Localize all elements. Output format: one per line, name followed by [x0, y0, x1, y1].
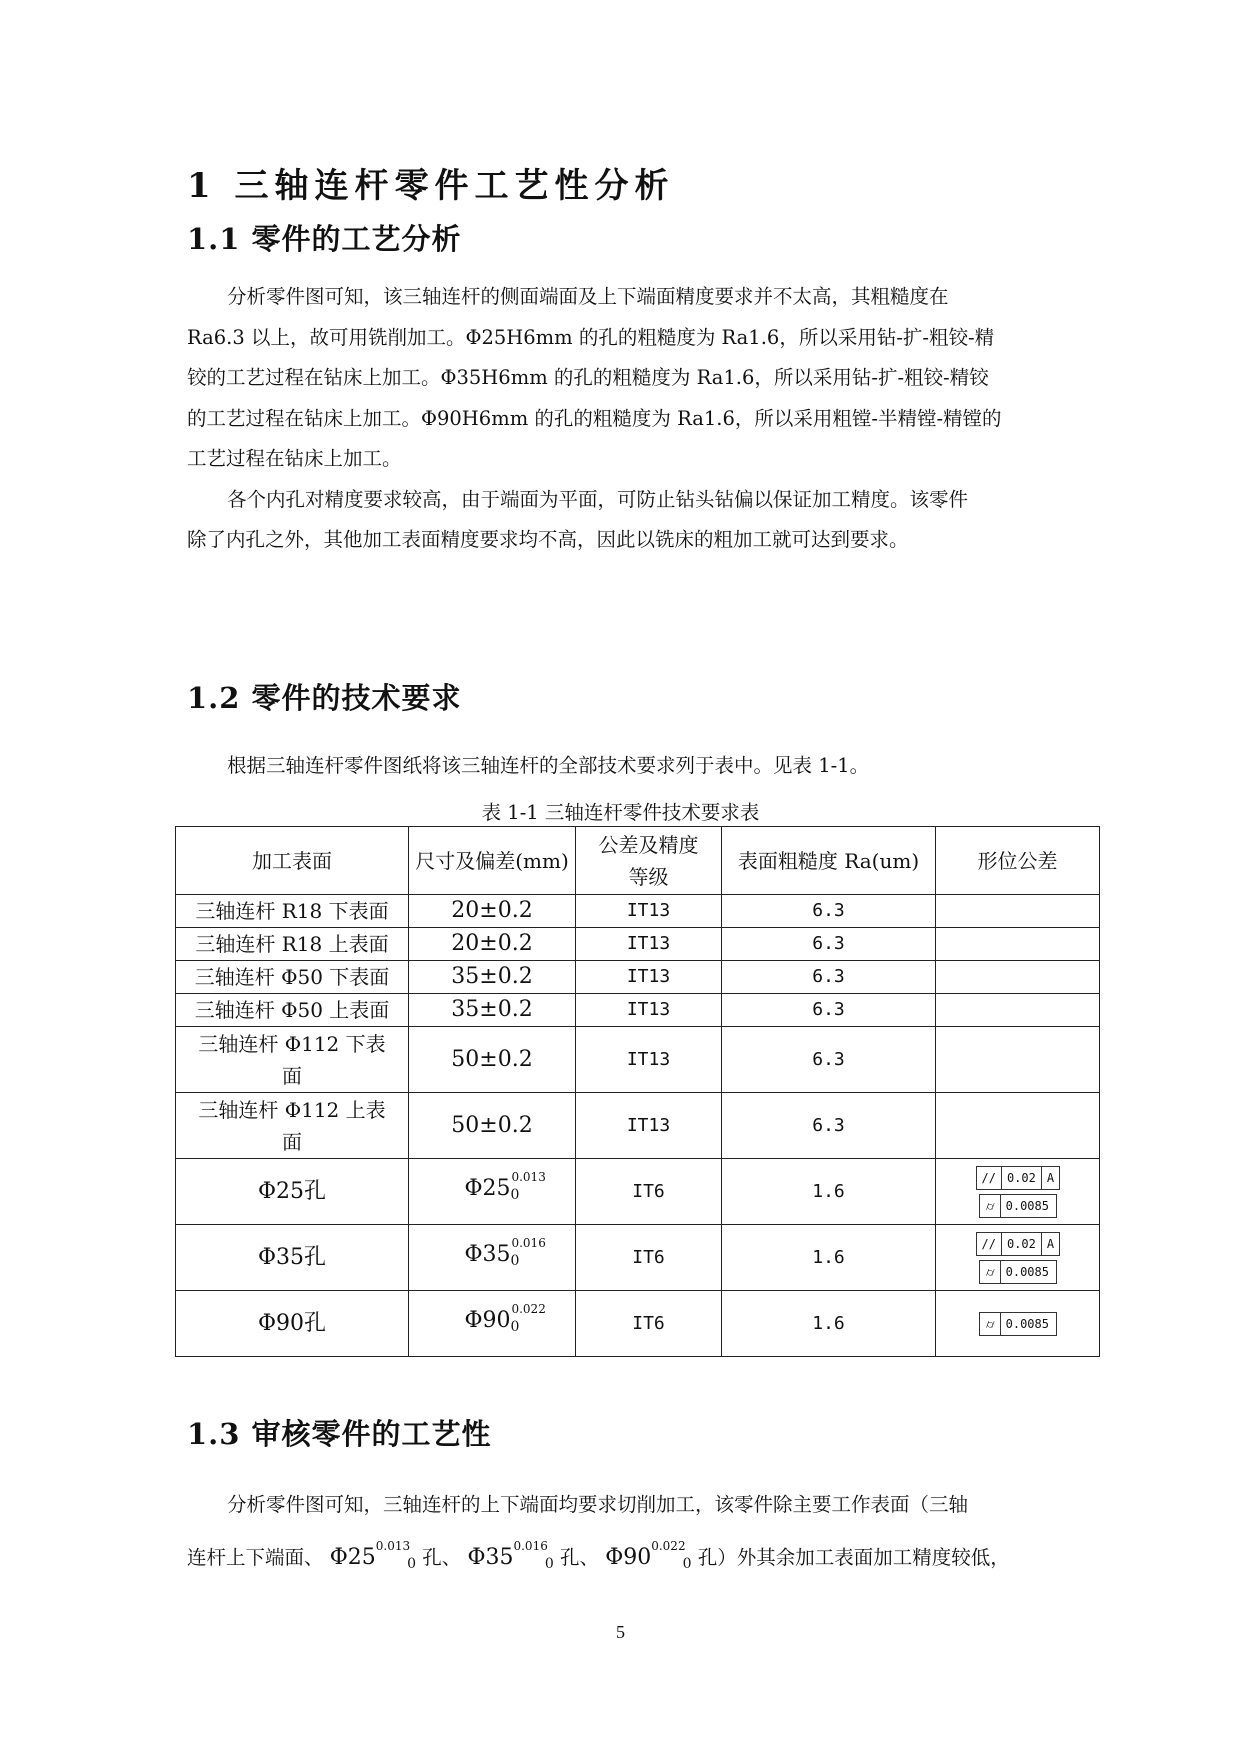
size-cell	[409, 1225, 576, 1291]
tolerance-value: $\Phi 90_0$ 0.022	[464, 1302, 546, 1335]
cylindricity-icon: ⌭	[981, 1195, 1001, 1217]
tech-requirements-table	[175, 826, 1100, 1357]
chapter-title: 1 三轴连杆零件工艺性分析	[187, 166, 675, 206]
table-row	[176, 1027, 1100, 1093]
table-row	[176, 994, 1100, 1027]
surface-cell: 三轴连杆 R18 下表面	[176, 895, 409, 928]
gdt-cell	[936, 961, 1100, 994]
header-cell: 加工表面	[176, 827, 409, 895]
table-row	[176, 1159, 1100, 1225]
gdt-value: 0.02	[1002, 1233, 1042, 1255]
table-caption: 表 1-1 三轴连杆零件技术要求表	[481, 801, 760, 824]
ra-cell: 1.6	[722, 1159, 936, 1225]
section-1-3-body	[187, 1485, 1057, 1584]
gdt-cell	[936, 1159, 1100, 1225]
para-line: 除了内孔之外，其他加工表面精度要求均不高，因此以铣床的粗加工就可达到要求。	[187, 528, 909, 551]
surface-cell: Φ35孔	[176, 1225, 409, 1291]
ra-cell: 6.3	[722, 1027, 936, 1093]
gdt-cell	[936, 895, 1100, 928]
surface-cell: 三轴连杆 Φ50 上表面	[176, 994, 409, 1027]
ra-cell: 6.3	[722, 1093, 936, 1159]
inline-tolerance: $\Phi 35^{0.016}_0$	[467, 1538, 554, 1572]
para-line-inline: 连杆上下端面、 $\Phi 25^{0.013}_0$ 孔、 $\Phi 35^{0.016}_0$ 孔、 $\Phi 90^{0.022}_0$ 孔）外其余加工表面加工精度较低，	[187, 1538, 1010, 1572]
inline-tolerance: $\Phi 90^{0.022}_0$	[605, 1538, 692, 1572]
gdt-cell	[936, 928, 1100, 961]
parallelism-icon: //	[977, 1233, 1002, 1255]
section-title-1-3: 1.3 审核零件的工艺性	[187, 1417, 492, 1451]
table-row	[176, 895, 1100, 928]
para-line: 各个内孔对精度要求较高，由于端面为平面，可防止钻头钻偏以保证加工精度。该零件	[227, 487, 969, 511]
surface-cell: Φ25孔	[176, 1159, 409, 1225]
cylindricity-icon: ⌭	[981, 1261, 1001, 1283]
gdt-value: 0.0085	[1005, 1264, 1049, 1279]
grade-cell: IT13	[576, 928, 722, 961]
para-line: Ra6.3 以上，故可用铣削加工。Φ25H6mm 的孔的粗糙度为 Ra1.6，所以采用钻-扩-粗铰-精	[187, 325, 995, 349]
cylindricity-frame	[979, 1312, 1057, 1336]
gdt-cell	[936, 1291, 1100, 1357]
ra-cell: 6.3	[722, 928, 936, 961]
gdt-value: 0.0085	[1005, 1316, 1049, 1331]
ra-cell: 1.6	[722, 1291, 936, 1357]
cylindricity-icon: ⌭	[981, 1313, 1001, 1335]
para-line: 根据三轴连杆零件图纸将该三轴连杆的全部技术要求列于表中。见表 1-1。	[227, 754, 870, 777]
ra-cell: 6.3	[722, 961, 936, 994]
size-cell: 50±0.2	[409, 1027, 576, 1093]
gdt-cell	[936, 1225, 1100, 1291]
grade-cell: IT6	[576, 1291, 722, 1357]
table-row	[176, 1291, 1100, 1357]
gdt-value: 0.02	[1002, 1167, 1042, 1189]
tolerance-value: $\Phi 25_0$ 0.013	[464, 1170, 546, 1203]
para-line: 分析零件图可知，该三轴连杆的侧面端面及上下端面精度要求并不太高，其粗糙度在	[227, 285, 949, 308]
size-cell	[409, 1291, 576, 1357]
surface-cell: 三轴连杆 R18 上表面	[176, 928, 409, 961]
section-title-1-2: 1.2 零件的技术要求	[187, 681, 462, 715]
parallelism-frame	[976, 1166, 1060, 1190]
inline-tolerance: $\Phi 25^{0.013}_0$	[329, 1538, 417, 1572]
header-cell: 表面粗糙度 Ra(um)	[722, 827, 936, 895]
surface-cell: 三轴连杆 Φ50 下表面	[176, 961, 409, 994]
para-line: 工艺过程在钻床上加工。	[187, 447, 402, 470]
grade-cell: IT13	[576, 1093, 722, 1159]
surface-cell: Φ90孔	[176, 1291, 409, 1357]
header-cell: 公差及精度等级	[576, 827, 722, 895]
grade-cell: IT13	[576, 961, 722, 994]
table-row	[176, 928, 1100, 961]
gdt-datum: A	[1046, 1170, 1055, 1185]
ra-cell: 6.3	[722, 895, 936, 928]
surface-cell: 三轴连杆 Φ112 上表面	[176, 1093, 409, 1159]
section-1-1-body	[187, 277, 1057, 561]
para-line: 分析零件图可知，三轴连杆的上下端面均要求切削加工，该零件除主要工作表面（三轴	[227, 1493, 969, 1516]
parallelism-frame	[976, 1232, 1060, 1256]
table-header-row	[176, 827, 1100, 895]
tolerance-value: $\Phi 35_0$ 0.016	[464, 1236, 546, 1269]
size-cell: 20±0.2	[409, 895, 576, 928]
size-cell: 50±0.2	[409, 1093, 576, 1159]
grade-cell: IT6	[576, 1159, 722, 1225]
table-row	[176, 1093, 1100, 1159]
ra-cell: 6.3	[722, 994, 936, 1027]
para-line: 的工艺过程在钻床上加工。Φ90H6mm 的孔的粗糙度为 Ra1.6，所以采用粗镗-半精镗-精镗的	[187, 406, 1002, 430]
parallelism-icon: //	[977, 1167, 1002, 1189]
gdt-datum: A	[1046, 1236, 1055, 1251]
grade-cell: IT6	[576, 1225, 722, 1291]
size-cell: 35±0.2	[409, 961, 576, 994]
header-cell: 形位公差	[936, 827, 1100, 895]
section-1-2-intro	[187, 746, 1057, 787]
gdt-cell	[936, 1027, 1100, 1093]
table-row	[176, 961, 1100, 994]
gdt-cell	[936, 994, 1100, 1027]
grade-cell: IT13	[576, 1027, 722, 1093]
size-cell: 20±0.2	[409, 928, 576, 961]
header-cell: 尺寸及偏差(mm)	[409, 827, 576, 895]
grade-cell: IT13	[576, 895, 722, 928]
cylindricity-frame	[979, 1194, 1057, 1218]
size-cell	[409, 1159, 576, 1225]
para-line: 铰的工艺过程在钻床上加工。Φ35H6mm 的孔的粗糙度为 Ra1.6，所以采用钻-扩-粗铰-精铰	[187, 366, 989, 389]
ra-cell: 1.6	[722, 1225, 936, 1291]
size-cell: 35±0.2	[409, 994, 576, 1027]
section-title-1-1: 1.1 零件的工艺分析	[187, 222, 462, 256]
page-number: 5	[616, 1622, 625, 1642]
grade-cell: IT13	[576, 994, 722, 1027]
table-row	[176, 1225, 1100, 1291]
gdt-cell	[936, 1093, 1100, 1159]
cylindricity-frame	[979, 1260, 1057, 1284]
gdt-value: 0.0085	[1005, 1198, 1049, 1213]
surface-cell: 三轴连杆 Φ112 下表面	[176, 1027, 409, 1093]
